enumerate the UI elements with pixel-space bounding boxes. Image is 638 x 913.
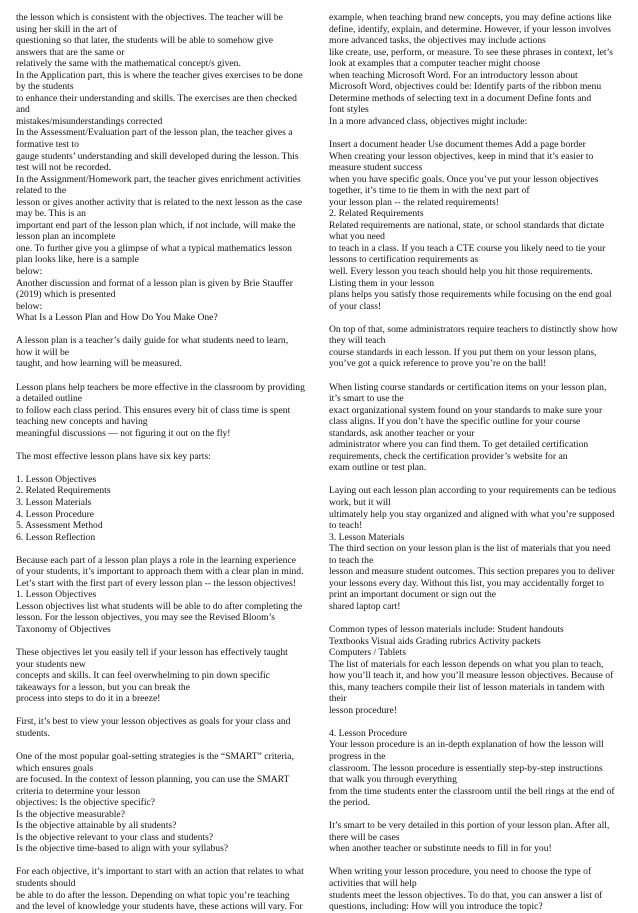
text-line: 4. Lesson Procedure (329, 727, 408, 739)
text-line: to enhance their understanding and skills. The exercises are then checked (16, 92, 297, 104)
text-line: lessons to certification requirements as (329, 254, 479, 266)
text-line: Related requirements are national, state, or school standards that dictate (329, 219, 605, 231)
text-line: administrator where you can find them. To get detailed certification (329, 439, 589, 451)
text-line: mistakes/misunderstandings corrected (16, 115, 163, 127)
text-line: to teach in a class. If you teach a CTE course you likely need to tie your (329, 242, 606, 254)
text-line: this, many teachers compile their list of lesson materials in tandem with (329, 681, 605, 693)
text-line: The list of materials for each lesson depends on what you plan to teach, (329, 658, 604, 670)
text-line: you’ve got a quick reference to prove you’re on the ball! (329, 358, 547, 370)
text-line: be able to do after the lesson. Depending on what topic you’re teaching (16, 889, 290, 901)
text-line: may be. This is an (16, 208, 86, 220)
text-line (16, 324, 312, 336)
text-line: questioning so that later, the students will be able to somehow give (16, 35, 274, 47)
text-line: Another discussion and format of a lesson plan is given by Brie Stauffer (16, 277, 293, 289)
text-line: When writing your lesson procedure, you need to choose the type of (329, 866, 592, 878)
text-line: classroom. The lesson procedure is essentially step-by-step instructions (329, 762, 603, 774)
text-line: related to the (16, 185, 67, 197)
text-line (329, 312, 625, 324)
text-line: One of the most popular goal-setting strategies is the “SMART” criteria, (16, 751, 294, 762)
text-line: plan looks like, here is a sample (16, 254, 139, 266)
text-line: gauge students’ understanding and skill developed during the lesson. This (16, 150, 299, 162)
text-line: The third section on your lesson plan is the list of materials that you need (329, 543, 611, 555)
text-line (16, 370, 312, 382)
text-line: exact organizational system found on your standards to make sure your (329, 404, 603, 416)
text-line: It’s smart to be very detailed in this portion of your lesson plan. After all, (329, 820, 610, 832)
text-line: the period. (329, 797, 371, 809)
text-line: and (16, 104, 30, 116)
text-line: students should (16, 878, 76, 890)
text-line: When listing course standards or certification items on your lesson plan, (329, 381, 607, 393)
text-line: test will not be recorded. (16, 162, 112, 174)
text-line: when you have specific goals. Once you’ve put your lesson objectives (329, 173, 599, 185)
text-line: plans helps you satisfy those requirements while focusing on the end goal (329, 289, 612, 301)
text-line: 3. Lesson Materials (16, 496, 92, 508)
text-line: ultimately help you stay organized and aligned with what you’re supposed (329, 508, 615, 520)
text-line: to follow each class period. This ensures every bit of class time is spent (16, 404, 291, 416)
text-line: objectives: Is the objective specific? (16, 797, 156, 809)
text-line: what you need (329, 231, 385, 243)
text-line (16, 636, 312, 648)
text-line: Because each part of a lesson plan plays a role in the learning experience (16, 554, 296, 566)
text-line: On top of that, some administrators require teachers to distinctly show how (329, 323, 618, 335)
text-line (329, 855, 625, 867)
text-line (16, 855, 312, 867)
text-line: Is the objective time-based to align with your syllabus? (16, 843, 229, 855)
text-line: Let’s start with the first part of every lesson plan -- the lesson objectives! (16, 577, 297, 589)
text-line: shared laptop cart! (329, 600, 401, 612)
text-line: to teach the (329, 554, 374, 566)
text-line: Listing them in your lesson (329, 277, 434, 289)
text-line: students meet the lesson objectives. To do that, you can answer a list of (329, 889, 603, 901)
text-line: Insert a document header Use document themes Add a page border (329, 139, 586, 151)
text-line: define, identify, explain, and determine. However, if your lesson involves (329, 23, 611, 35)
text-line: Is the objective measurable? (16, 808, 125, 820)
text-line: when another teacher or substitute needs to fill in for you! (329, 843, 552, 855)
text-line: formative test to (16, 139, 79, 151)
text-line: lesson or gives another activity that is related to the next lesson as the case (16, 196, 303, 208)
text-line: Taxonomy of Objectives (16, 623, 111, 635)
text-line: (2019) which is presented (16, 289, 116, 301)
text-line (329, 716, 625, 728)
text-line: 3. Lesson Materials (329, 531, 405, 543)
text-line: Your lesson procedure is an in-depth explanation of how the lesson will (329, 739, 604, 751)
text-line: When creating your lesson objectives, keep in mind that it’s easier to (329, 150, 594, 162)
text-line: In a more advanced class, objectives might include: (329, 115, 528, 127)
text-line: Lesson objectives list what students will be able to do after completing the (16, 600, 303, 612)
text-line: the lesson which is consistent with the objectives. The teacher will be (16, 12, 283, 23)
text-line (16, 739, 312, 751)
text-line: questions, including: How will you introduce the topic? (329, 901, 543, 913)
text-line: lesson and measure student outcomes. This section prepares you to deliver (329, 566, 615, 578)
text-line: requirements, check the certification provider’s website for an (329, 450, 568, 462)
text-line: 1. Lesson Objectives (16, 473, 97, 485)
text-line: your students new (16, 658, 86, 670)
text-line: below: (16, 266, 43, 278)
text-line: takeaways for a lesson, but you can break the (16, 681, 190, 693)
text-line: of your class! (329, 300, 382, 312)
text-line: your lessons every day. Without this list, you may accidentally forget to (329, 577, 604, 589)
text-line: important end part of the lesson plan which, if not include, will make the (16, 219, 296, 231)
text-line: A lesson plan is a teacher’s daily guide for what students need to learn, (16, 335, 289, 347)
text-line (16, 462, 312, 474)
text-line: relatively the same with the mathematical concept/s given. (16, 58, 241, 70)
text-line: look at examples that a computer teacher might choose (329, 58, 540, 70)
text-line: together, it’s time to tie them in with the next part of (329, 185, 530, 197)
text-line: What Is a Lesson Plan and How Do You Make One? (16, 312, 218, 324)
text-line: well. Every lesson you teach should help you hit those requirements. (329, 266, 593, 278)
text-line: lesson. For the lesson objectives, you may see the Revised Bloom’s (16, 612, 275, 624)
text-line: measure student success (329, 162, 423, 174)
text-line: their (329, 693, 347, 705)
text-line: of your students, it’s important to approach them with a clear plan in mind. (16, 566, 304, 578)
text-line: example, when teaching brand new concepts, you may define actions like (329, 12, 612, 23)
text-line: teaching new concepts and having (16, 416, 148, 428)
text-line: 1. Lesson Objectives (16, 589, 97, 601)
text-line: it’s smart to use the (329, 393, 404, 405)
text-line: Is the objective relevant to your class and students? (16, 831, 214, 843)
text-line: lesson procedure! (329, 704, 397, 716)
text-line: criteria to determine your lesson (16, 785, 141, 797)
text-line: like create, use, perform, or measure. To see these phrases in context, let’s (329, 46, 613, 58)
text-line (329, 127, 625, 139)
text-line: answers that are the same or (16, 46, 125, 58)
text-line: Is the objective attainable by all students? (16, 820, 177, 832)
text-line: class aligns. If you don’t have the specific outline for your course (329, 416, 581, 428)
text-line: students. (16, 727, 50, 739)
text-line: 2. Related Requirements (16, 485, 111, 497)
text-line: more advanced tasks, the objectives may include actions (329, 35, 546, 47)
text-line: from the time students enter the classroom until the bell rings at the end of (329, 785, 615, 797)
text-line (329, 370, 625, 382)
text-line: how you’ll teach it, and how you’ll measure lesson objectives. Because of (329, 670, 614, 682)
text-line: 2. Related Requirements (329, 208, 424, 220)
text-line (16, 705, 312, 717)
text-line: activities that will help (329, 878, 417, 890)
text-line (16, 439, 312, 451)
text-line: progress in the (329, 751, 386, 762)
text-line: Determine methods of selecting text in a document Define fonts and (329, 92, 592, 104)
text-line: below: (16, 300, 43, 312)
text-line: For each objective, it’s important to start with an action that relates to what (16, 866, 304, 878)
text-line (329, 474, 625, 486)
text-line (16, 543, 312, 555)
text-line: The most effective lesson plans have six key parts: (16, 450, 211, 462)
text-line: when teaching Microsoft Word. For an introductory lesson about (329, 69, 578, 81)
text-line: 4. Lesson Procedure (16, 508, 95, 520)
text-line: Microsoft Word, objectives could be: Identify parts of the ribbon menu (329, 81, 602, 93)
text-line: are focused. In the context of lesson planning, you can use the SMART (16, 774, 290, 786)
text-line: process into steps to do it in a breeze! (16, 693, 161, 705)
text-line (329, 612, 625, 624)
text-line: Lesson plans help teachers be more effective in the classroom by providing (16, 381, 305, 393)
text-line: they will teach (329, 335, 386, 347)
text-line: These objectives let you easily tell if your lesson has effectively taught (16, 647, 288, 659)
text-line (329, 809, 625, 821)
text-line: Common types of lesson materials include: Student handouts (329, 623, 564, 635)
text-line: lesson plan an incomplete (16, 231, 116, 243)
text-line: there will be cases (329, 831, 400, 843)
text-line: and the level of knowledge your students have, these actions will vary. For (16, 901, 303, 913)
text-line: work, but it will (329, 496, 391, 508)
text-line: exam outline or test plan. (329, 462, 427, 474)
text-line: a detailed outline (16, 393, 83, 405)
text-line: using her skill in the art of (16, 23, 118, 35)
text-line: Laying out each lesson plan according to your requirements can be tedious (329, 485, 616, 497)
text-line: In the Assessment/Evaluation part of the lesson plan, the teacher gives a (16, 127, 293, 139)
text-line: font styles (329, 104, 369, 116)
text-line: taught, and how learning will be measured. (16, 358, 182, 370)
text-line: course standards in each lesson. If you put them on your lesson plans, (329, 346, 597, 358)
text-line: how it will be (16, 346, 70, 358)
left-text-column (16, 12, 312, 913)
text-line: your lesson plan -- the related requirements! (329, 196, 499, 208)
text-line: one. To further give you a glimpse of what a typical mathematics lesson (16, 242, 292, 254)
right-text-column (329, 12, 625, 913)
text-line: Computers / Tablets (329, 647, 406, 659)
text-line: concepts and skills. It can feel overwhelming to pin down specific (16, 670, 270, 682)
text-line: standards, ask another teacher or your (329, 427, 475, 439)
text-line: Textbooks Visual aids Grading rubrics Activity packets (329, 635, 541, 647)
text-line: In the Assignment/Homework part, the teacher gives enrichment activities (16, 173, 301, 185)
text-line: by the students (16, 81, 74, 93)
text-line: 6. Lesson Reflection (16, 531, 96, 543)
text-line: to teach! (329, 520, 363, 532)
text-line: 5. Assessment Method (16, 520, 103, 532)
text-line: that walk you through everything (329, 774, 457, 786)
text-line: First, it’s best to view your lesson objectives as goals for your class and (16, 716, 291, 728)
text-line: which ensures goals (16, 762, 94, 774)
text-line: In the Application part, this is where the teacher gives exercises to be done (16, 69, 303, 81)
text-line: print an important document or sign out the (329, 589, 497, 601)
text-line: meaningful discussions — not figuring it out on the fly! (16, 427, 231, 439)
